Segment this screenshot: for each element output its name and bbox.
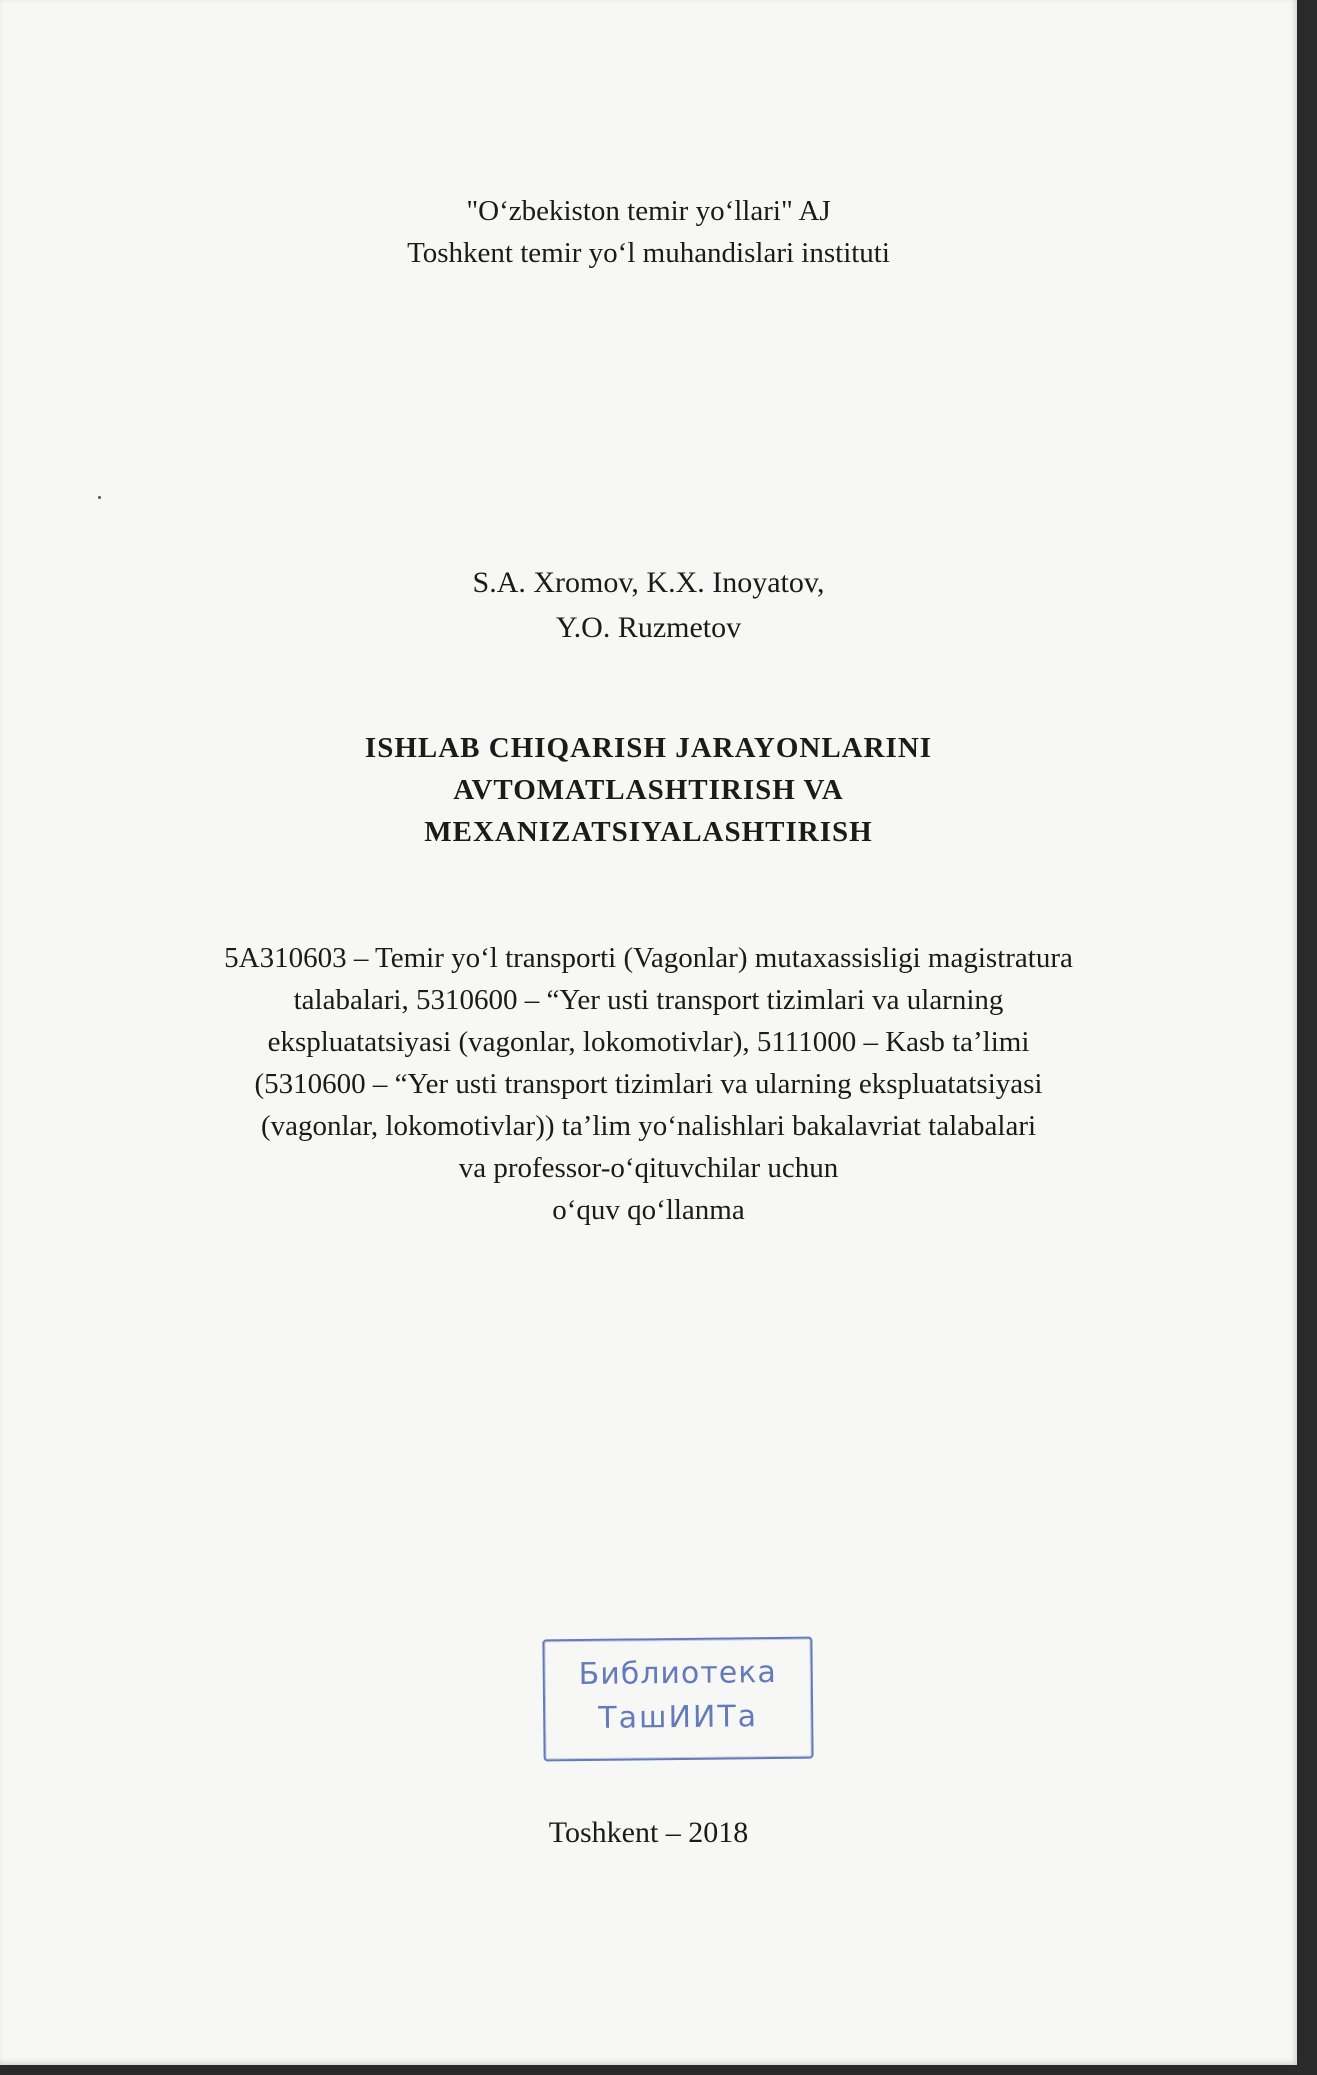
title-line-2: AVTOMATLASHTIRISH VA [453,774,844,806]
description-line: 5A310603 – Temir yo‘l transporti (Vagonlar) mutaxassisligi magistratura [224,942,1073,974]
scan-speck [98,496,101,499]
institute-name: Toshkent temir yo‘l muhandislari instituti [407,237,890,269]
authors [0,560,1297,650]
title-line-3: MEXANIZATSIYALASHTIRISH [424,816,873,848]
organization-header [0,190,1297,274]
city-year [0,1813,1297,1853]
description-line: talabalari, 5310600 – “Yer usti transport tizimlari va ularning [293,984,1004,1016]
authors-line-2: Y.O. Ruzmetov [555,611,742,644]
description [0,937,1297,1231]
book-title [0,727,1297,853]
title-line-1: ISHLAB CHIQARISH JARAYONLARINI [364,732,933,764]
description-line: (vagonlar, lokomotivlar)) ta’lim yo‘nalishlari bakalavriat talabalari [260,1110,1037,1142]
library-stamp [542,1637,813,1762]
description-line: ekspluatatsiyasi (vagonlar, lokomotivlar), 5111000 – Kasb ta’limi [267,1026,1030,1058]
stamp-line-2: ТашИИТа [598,1699,759,1736]
description-line: o‘quv qo‘llanma [552,1194,745,1226]
city-year-text: Toshkent – 2018 [548,1816,749,1849]
organization-name: "O‘zbekiston temir yo‘llari" AJ [466,195,831,227]
stamp-line-1: Библиотека [578,1654,777,1693]
description-line: va professor-o‘qituvchilar uchun [458,1152,839,1184]
description-line: (5310600 – “Yer usti transport tizimlari va ularning ekspluatatsiyasi [254,1068,1043,1100]
authors-line-1: S.A. Xromov, K.X. Inoyatov, [472,566,825,599]
